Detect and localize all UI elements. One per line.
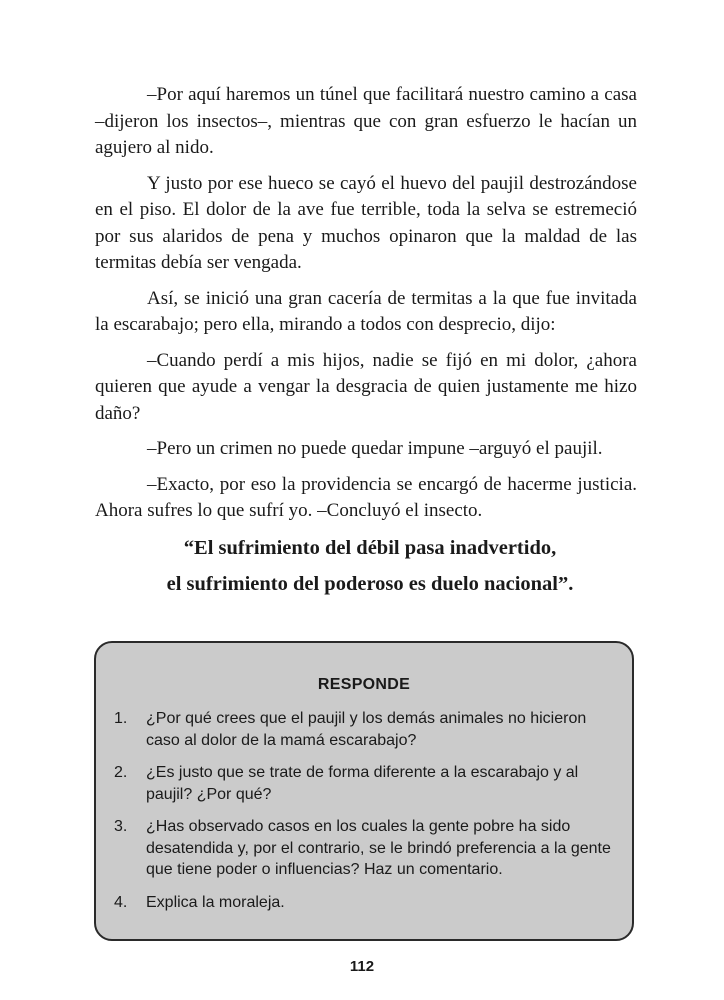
responde-title: RESPONDE [317, 676, 411, 693]
moral-line-1: “El sufrimiento del débil pasa inadvertido, [183, 537, 557, 559]
question-item [114, 892, 614, 914]
responde-box [94, 641, 634, 941]
story-text [95, 82, 637, 534]
story-paragraph: –Por aquí haremos un túnel que facilitará nuestro camino a casa –dijeron los insectos–, mientras que con gran esfuerzo le hacían un agujero al nido. [95, 84, 637, 158]
question-text: ¿Es justo que se trate de forma diferente a la escarabajo y al paujil? ¿Por qué? [146, 764, 579, 803]
question-number: 2. [114, 764, 128, 781]
question-list [114, 708, 614, 924]
story-paragraph: –Cuando perdí a mis hijos, nadie se fijó en mi dolor, ¿ahora quieren que ayude a vengar la desgracia de quien justamente me hizo daño? [95, 349, 637, 424]
story-paragraph: –Pero un crimen no puede quedar impune –arguyó el paujil. [147, 438, 603, 459]
question-text: ¿Por qué crees que el paujil y los demás animales no hicieron caso al dolor de la mamá escarabajo? [146, 710, 587, 749]
story-paragraph: Y justo por ese hueco se cayó el huevo del paujil destrozándose en el piso. El dolor de la ave fue terrible, toda la selva se estremeció por sus alaridos de pena y muchos opinaron que la maldad de las termitas debía ser vengada. [95, 172, 637, 273]
moral-quote [60, 530, 680, 602]
question-item [114, 708, 614, 751]
question-number: 4. [114, 893, 128, 911]
question-number: 3. [114, 818, 128, 835]
page-number: 112 [349, 958, 375, 975]
story-paragraph: –Exacto, por eso la providencia se encargó de hacerme justicia. Ahora sufres lo que sufrí yo. –Concluyó el insecto. [95, 473, 637, 521]
question-item [114, 816, 614, 881]
question-number: 1. [114, 710, 128, 727]
question-item [114, 762, 614, 805]
question-text: Explica la moraleja. [146, 893, 285, 911]
question-text: ¿Has observado casos en los cuales la gente pobre ha sido desatendida y, por el contrario, se le brindó preferencia a la gente que tiene poder o influencias? Haz un comentario. [146, 818, 611, 878]
moral-line-2: el sufrimiento del poderoso es duelo nacional”. [166, 573, 574, 595]
story-paragraph: Así, se inició una gran cacería de termitas a la que fue invitada la escarabajo; pero ella, mirando a todos con desprecio, dijo: [95, 287, 637, 335]
